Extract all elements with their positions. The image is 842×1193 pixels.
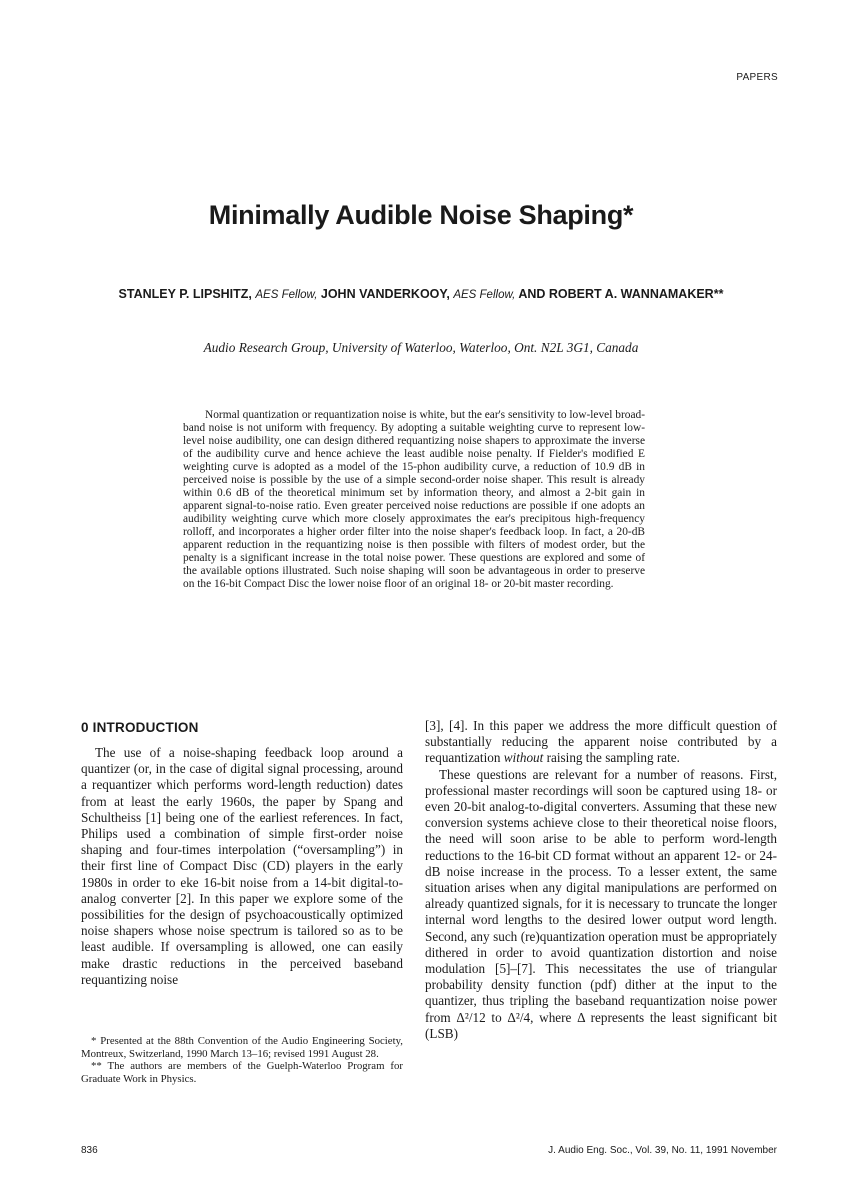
journal-citation: J. Audio Eng. Soc., Vol. 39, No. 11, 1991 November <box>548 1145 777 1156</box>
page-number: 836 <box>81 1145 98 1156</box>
intro-continued-part-a: [3], [4]. In this paper we address the more difficult question of substantially reducing the apparent noise contributed by a requantization <box>425 718 777 766</box>
author-line <box>0 287 842 301</box>
footnote-2: ** The authors are members of the Guelph-Waterloo Program for Graduate Work in Physics. <box>81 1060 403 1085</box>
intro-paragraph-2: These questions are relevant for a number of reasons. First, professional master recordings will soon be captured using 18- or even 20-bit analog-to-digital converters. Assuming that these new conversion systems achieve close to their theoretical noise floors, the need will soon arise to be able to perform word-length reductions to the 16-bit CD format without an apparent 12- or 24-dB noise increase in the process. To a lesser extent, the same situation arises when any digital manipulations are performed on already quantized signals, for it is necessary to truncate the longer internal word lengths to the desired lower output word length. Second, any such (re)quantization operation must be appropriately dithered in order to avoid quantization distortion and noise modulation [5]–[7]. This necessitates the use of triangular probability density function (pdf) dither at the input to the quantizer, thus tripling the baseband requantization noise power from Δ²/12 to Δ²/4, where Δ represents the least significant bit (LSB) <box>425 766 777 1041</box>
intro-continued-part-b: raising the sampling rate. <box>543 750 680 766</box>
author-2-name: JOHN VANDERKOOY, <box>320 287 450 301</box>
affiliation: Audio Research Group, University of Waterloo, Waterloo, Ont. N2L 3G1, Canada <box>203 340 639 355</box>
left-column <box>81 720 403 988</box>
intro-continued-emphasis: without <box>503 750 544 766</box>
paper-title: Minimally Audible Noise Shaping* <box>208 200 634 230</box>
right-column <box>425 718 777 1042</box>
author-1-role: AES Fellow, <box>255 289 318 301</box>
abstract: Normal quantization or requantization noise is white, but the ear's sensitivity to low-level broad-band noise is not uniform with frequency. By adopting a suitable weighting curve to represent low-level noise audibility, one can design dithered requantizing noise shapers to approximate the inverse of the audibility curve and hence achieve the least audible noise penalty. If Fielder's modified E weighting curve is adopted as a model of the 15-phon audibility curve, a reduction of 10.9 dB in perceived noise is possible by the use of a simple second-order noise shaper. This result is already within 0.6 dB of the theoretical minimum set by information theory, and almost a 2-bit gain in apparent signal-to-noise ratio. Even greater perceived noise reductions are possible if one adopts an audibility weighting curve which more closely approximates the ear's precipitous high-frequency rolloff, and incorporates a higher order filter into the noise shaper's feedback loop. In fact, a 20-dB apparent reduction in the requantizing noise is then possible with filters of modest order, but the penalty is a significant increase in the total noise power. These questions are explored and some of the available options illustrated. Such noise shaping will soon be advantageous in order to preserve on the 16-bit Compact Disc the lower noise floor of an original 18- or 20-bit master recording. <box>183 409 645 590</box>
section-heading: 0 INTRODUCTION <box>81 720 199 735</box>
intro-paragraph-1: The use of a noise-shaping feedback loop around a quantizer (or, in the case of digital signal processing, around a requantizer which performs word-length reduction) dates from at least the early 1960s, the paper by Spang and Schultheiss [1] being one of the earliest references. In fact, Philips used a combination of simple first-order noise shaping and four-times interpolation (“oversampling”) in their first line of Compact Disc (CD) players in the early 1980s in order to eke 16-bit noise from a 14-bit digital-to-analog converter [2]. In this paper we explore some of the possibilities for the design of psychoacoustically optimized noise shapers whose noise spectrum is tailored so as to be least audible. If oversampling is allowed, one can easily make drastic reductions in the perceived baseband requantizing noise <box>81 745 403 987</box>
running-head: PAPERS <box>736 72 778 83</box>
intro-paragraph-1-continued <box>425 718 777 767</box>
author-3-name: AND ROBERT A. WANNAMAKER** <box>518 287 724 301</box>
footnotes <box>81 1035 403 1085</box>
footnote-1: * Presented at the 88th Convention of the Audio Engineering Society, Montreux, Switzerland, 1990 March 13–16; revised 1991 August 28. <box>81 1035 403 1060</box>
author-2-role: AES Fellow, <box>453 289 516 301</box>
author-1-name: STANLEY P. LIPSHITZ, <box>118 287 252 301</box>
